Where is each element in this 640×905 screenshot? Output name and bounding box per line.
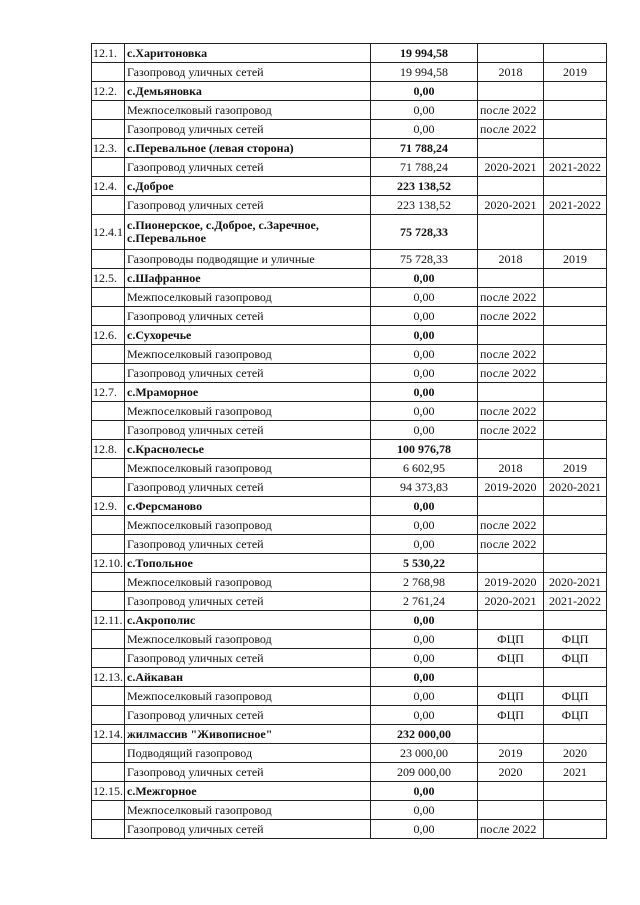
row-number (92, 63, 125, 82)
row-number: 12.4.1 (92, 215, 125, 250)
gas-pipeline-table (91, 43, 607, 839)
pipeline-name: Газопровод уличных сетей (125, 421, 371, 440)
row-number (92, 250, 125, 269)
pipeline-name: Межпоселковый газопровод (125, 801, 371, 820)
start-year: ФЦП (478, 706, 544, 725)
amount: 71 788,24 (371, 139, 478, 158)
pipeline-row (92, 196, 607, 215)
row-number: 12.7. (92, 383, 125, 402)
pipeline-row (92, 478, 607, 497)
pipeline-row (92, 630, 607, 649)
settlement-row (92, 725, 607, 744)
end-year: 2020-2021 (544, 573, 607, 592)
settlement-row (92, 139, 607, 158)
start-year: 2018 (478, 250, 544, 269)
row-number (92, 706, 125, 725)
pipeline-row (92, 402, 607, 421)
pipeline-name: Межпоселковый газопровод (125, 288, 371, 307)
start-year: после 2022 (478, 307, 544, 326)
amount: 23 000,00 (371, 744, 478, 763)
amount: 5 530,22 (371, 554, 478, 573)
end-year (544, 611, 607, 630)
settlement-name: с.Харитоновка (125, 44, 371, 63)
row-number (92, 478, 125, 497)
amount: 94 373,83 (371, 478, 478, 497)
end-year: 2021-2022 (544, 196, 607, 215)
amount: 0,00 (371, 307, 478, 326)
pipeline-row (92, 345, 607, 364)
settlement-name: с.Сухоречье (125, 326, 371, 345)
amount: 0,00 (371, 687, 478, 706)
end-year (544, 215, 607, 250)
end-year: 2019 (544, 63, 607, 82)
pipeline-name: Газопровод уличных сетей (125, 535, 371, 554)
start-year: после 2022 (478, 364, 544, 383)
row-number: 12.9. (92, 497, 125, 516)
amount: 209 000,00 (371, 763, 478, 782)
row-number: 12.1. (92, 44, 125, 63)
settlement-row (92, 782, 607, 801)
end-year: 2021-2022 (544, 158, 607, 177)
start-year: после 2022 (478, 421, 544, 440)
start-year (478, 44, 544, 63)
amount: 2 768,98 (371, 573, 478, 592)
row-number (92, 630, 125, 649)
pipeline-name: Межпоселковый газопровод (125, 687, 371, 706)
amount: 0,00 (371, 421, 478, 440)
amount: 0,00 (371, 120, 478, 139)
pipeline-name: Газопровод уличных сетей (125, 763, 371, 782)
end-year (544, 364, 607, 383)
end-year (544, 554, 607, 573)
start-year: после 2022 (478, 402, 544, 421)
settlement-row (92, 215, 607, 250)
row-number: 12.8. (92, 440, 125, 459)
row-number: 12.5. (92, 269, 125, 288)
pipeline-row (92, 744, 607, 763)
row-number (92, 744, 125, 763)
end-year: 2021 (544, 763, 607, 782)
start-year: 2020-2021 (478, 196, 544, 215)
end-year: ФЦП (544, 649, 607, 668)
pipeline-row (92, 592, 607, 611)
settlement-row (92, 82, 607, 101)
amount: 0,00 (371, 782, 478, 801)
end-year (544, 516, 607, 535)
settlement-name: с.Перевальное (левая сторона) (125, 139, 371, 158)
end-year (544, 345, 607, 364)
row-number: 12.14. (92, 725, 125, 744)
row-number: 12.13. (92, 668, 125, 687)
pipeline-name: Газопровод уличных сетей (125, 364, 371, 383)
row-number (92, 820, 125, 839)
row-number (92, 649, 125, 668)
settlement-row (92, 497, 607, 516)
pipeline-row (92, 706, 607, 725)
start-year (478, 497, 544, 516)
settlement-name: с.Краснолесье (125, 440, 371, 459)
row-number (92, 196, 125, 215)
start-year: 2020-2021 (478, 158, 544, 177)
amount: 0,00 (371, 611, 478, 630)
start-year: после 2022 (478, 535, 544, 554)
pipeline-row (92, 649, 607, 668)
settlement-row (92, 383, 607, 402)
pipeline-row (92, 120, 607, 139)
end-year (544, 440, 607, 459)
settlement-name: с.Демьяновка (125, 82, 371, 101)
end-year: 2020-2021 (544, 478, 607, 497)
row-number (92, 573, 125, 592)
end-year (544, 139, 607, 158)
amount: 0,00 (371, 535, 478, 554)
start-year (478, 383, 544, 402)
pipeline-name: Межпоселковый газопровод (125, 516, 371, 535)
start-year (478, 82, 544, 101)
end-year (544, 307, 607, 326)
end-year (544, 44, 607, 63)
row-number (92, 345, 125, 364)
table-body (92, 44, 607, 839)
amount: 223 138,52 (371, 177, 478, 196)
pipeline-name: Межпоселковый газопровод (125, 573, 371, 592)
row-number (92, 459, 125, 478)
amount: 0,00 (371, 801, 478, 820)
row-number (92, 158, 125, 177)
settlement-row (92, 44, 607, 63)
start-year (478, 177, 544, 196)
start-year (478, 668, 544, 687)
row-number: 12.11. (92, 611, 125, 630)
pipeline-name: Межпоселковый газопровод (125, 402, 371, 421)
settlement-name: жилмассив "Живописное" (125, 725, 371, 744)
pipeline-name: Газопровод уличных сетей (125, 196, 371, 215)
pipeline-row (92, 573, 607, 592)
amount: 75 728,33 (371, 250, 478, 269)
row-number (92, 120, 125, 139)
pipeline-name: Межпоселковый газопровод (125, 459, 371, 478)
amount: 2 761,24 (371, 592, 478, 611)
settlement-name: с.Пионерское, с.Доброе, с.Заречное, с.Перевальное (125, 215, 371, 250)
row-number (92, 687, 125, 706)
amount: 0,00 (371, 402, 478, 421)
end-year (544, 269, 607, 288)
amount: 0,00 (371, 497, 478, 516)
end-year (544, 383, 607, 402)
pipeline-name: Межпоселковый газопровод (125, 101, 371, 120)
start-year: ФЦП (478, 630, 544, 649)
end-year: 2019 (544, 250, 607, 269)
end-year: 2019 (544, 459, 607, 478)
start-year: 2018 (478, 459, 544, 478)
end-year: ФЦП (544, 687, 607, 706)
start-year: после 2022 (478, 101, 544, 120)
pipeline-name: Подводящий газопровод (125, 744, 371, 763)
start-year: после 2022 (478, 288, 544, 307)
amount: 6 602,95 (371, 459, 478, 478)
pipeline-name: Газопровод уличных сетей (125, 649, 371, 668)
settlement-row (92, 326, 607, 345)
start-year: 2020-2021 (478, 592, 544, 611)
amount: 0,00 (371, 288, 478, 307)
row-number (92, 535, 125, 554)
amount: 0,00 (371, 630, 478, 649)
settlement-row (92, 554, 607, 573)
row-number (92, 516, 125, 535)
start-year: после 2022 (478, 820, 544, 839)
row-number: 12.3. (92, 139, 125, 158)
pipeline-name: Газопровод уличных сетей (125, 63, 371, 82)
row-number: 12.15. (92, 782, 125, 801)
amount: 75 728,33 (371, 215, 478, 250)
row-number: 12.6. (92, 326, 125, 345)
row-number (92, 402, 125, 421)
start-year (478, 215, 544, 250)
amount: 223 138,52 (371, 196, 478, 215)
end-year: ФЦП (544, 630, 607, 649)
row-number (92, 763, 125, 782)
amount: 0,00 (371, 516, 478, 535)
end-year (544, 326, 607, 345)
amount: 19 994,58 (371, 44, 478, 63)
start-year (478, 139, 544, 158)
settlement-name: с.Межгорное (125, 782, 371, 801)
pipeline-name: Газопровод уличных сетей (125, 820, 371, 839)
end-year (544, 725, 607, 744)
end-year (544, 535, 607, 554)
amount: 0,00 (371, 820, 478, 839)
end-year: 2021-2022 (544, 592, 607, 611)
end-year (544, 801, 607, 820)
start-year (478, 326, 544, 345)
pipeline-name: Газопровод уличных сетей (125, 120, 371, 139)
pipeline-row (92, 820, 607, 839)
start-year: 2018 (478, 63, 544, 82)
start-year (478, 440, 544, 459)
end-year (544, 402, 607, 421)
pipeline-row (92, 535, 607, 554)
pipeline-row (92, 364, 607, 383)
pipeline-name: Газопровод уличных сетей (125, 592, 371, 611)
row-number (92, 101, 125, 120)
end-year (544, 668, 607, 687)
row-number (92, 364, 125, 383)
amount: 0,00 (371, 101, 478, 120)
end-year (544, 101, 607, 120)
pipeline-row (92, 516, 607, 535)
pipeline-name: Газопровод уличных сетей (125, 307, 371, 326)
pipeline-row (92, 101, 607, 120)
pipeline-row (92, 250, 607, 269)
settlement-name: с.Айкаван (125, 668, 371, 687)
start-year (478, 554, 544, 573)
end-year: ФЦП (544, 706, 607, 725)
amount: 71 788,24 (371, 158, 478, 177)
pipeline-row (92, 63, 607, 82)
start-year: 2019 (478, 744, 544, 763)
amount: 0,00 (371, 364, 478, 383)
start-year (478, 725, 544, 744)
end-year (544, 288, 607, 307)
settlement-name: с.Топольное (125, 554, 371, 573)
amount: 0,00 (371, 668, 478, 687)
start-year: 2019-2020 (478, 478, 544, 497)
start-year (478, 611, 544, 630)
start-year: ФЦП (478, 649, 544, 668)
pipeline-row (92, 421, 607, 440)
amount: 0,00 (371, 269, 478, 288)
amount: 100 976,78 (371, 440, 478, 459)
amount: 0,00 (371, 345, 478, 364)
end-year (544, 177, 607, 196)
settlement-name: с.Доброе (125, 177, 371, 196)
settlement-name: с.Шафранное (125, 269, 371, 288)
end-year (544, 82, 607, 101)
start-year: 2019-2020 (478, 573, 544, 592)
amount: 232 000,00 (371, 725, 478, 744)
start-year (478, 782, 544, 801)
start-year: 2020 (478, 763, 544, 782)
end-year (544, 782, 607, 801)
end-year (544, 120, 607, 139)
settlement-name: с.Мраморное (125, 383, 371, 402)
pipeline-name: Газопровод уличных сетей (125, 706, 371, 725)
pipeline-name: Межпоселковый газопровод (125, 345, 371, 364)
settlement-row (92, 269, 607, 288)
amount: 19 994,58 (371, 63, 478, 82)
end-year (544, 421, 607, 440)
row-number: 12.2. (92, 82, 125, 101)
settlement-name: с.Акрополис (125, 611, 371, 630)
settlement-row (92, 668, 607, 687)
end-year (544, 820, 607, 839)
start-year (478, 269, 544, 288)
row-number (92, 592, 125, 611)
pipeline-row (92, 288, 607, 307)
row-number: 12.10. (92, 554, 125, 573)
pipeline-row (92, 459, 607, 478)
start-year: после 2022 (478, 516, 544, 535)
end-year (544, 497, 607, 516)
row-number (92, 801, 125, 820)
settlement-row (92, 611, 607, 630)
row-number: 12.4. (92, 177, 125, 196)
amount: 0,00 (371, 82, 478, 101)
row-number (92, 421, 125, 440)
start-year: ФЦП (478, 687, 544, 706)
amount: 0,00 (371, 649, 478, 668)
pipeline-row (92, 307, 607, 326)
amount: 0,00 (371, 706, 478, 725)
pipeline-row (92, 158, 607, 177)
amount: 0,00 (371, 383, 478, 402)
row-number (92, 307, 125, 326)
start-year: после 2022 (478, 345, 544, 364)
settlement-row (92, 440, 607, 459)
settlement-row (92, 177, 607, 196)
end-year: 2020 (544, 744, 607, 763)
pipeline-row (92, 687, 607, 706)
pipeline-row (92, 801, 607, 820)
pipeline-name: Газопроводы подводящие и уличные (125, 250, 371, 269)
settlement-name: с.Ферсманово (125, 497, 371, 516)
row-number (92, 288, 125, 307)
pipeline-name: Межпоселковый газопровод (125, 630, 371, 649)
pipeline-row (92, 763, 607, 782)
start-year: после 2022 (478, 120, 544, 139)
amount: 0,00 (371, 326, 478, 345)
pipeline-name: Газопровод уличных сетей (125, 478, 371, 497)
start-year (478, 801, 544, 820)
pipeline-name: Газопровод уличных сетей (125, 158, 371, 177)
